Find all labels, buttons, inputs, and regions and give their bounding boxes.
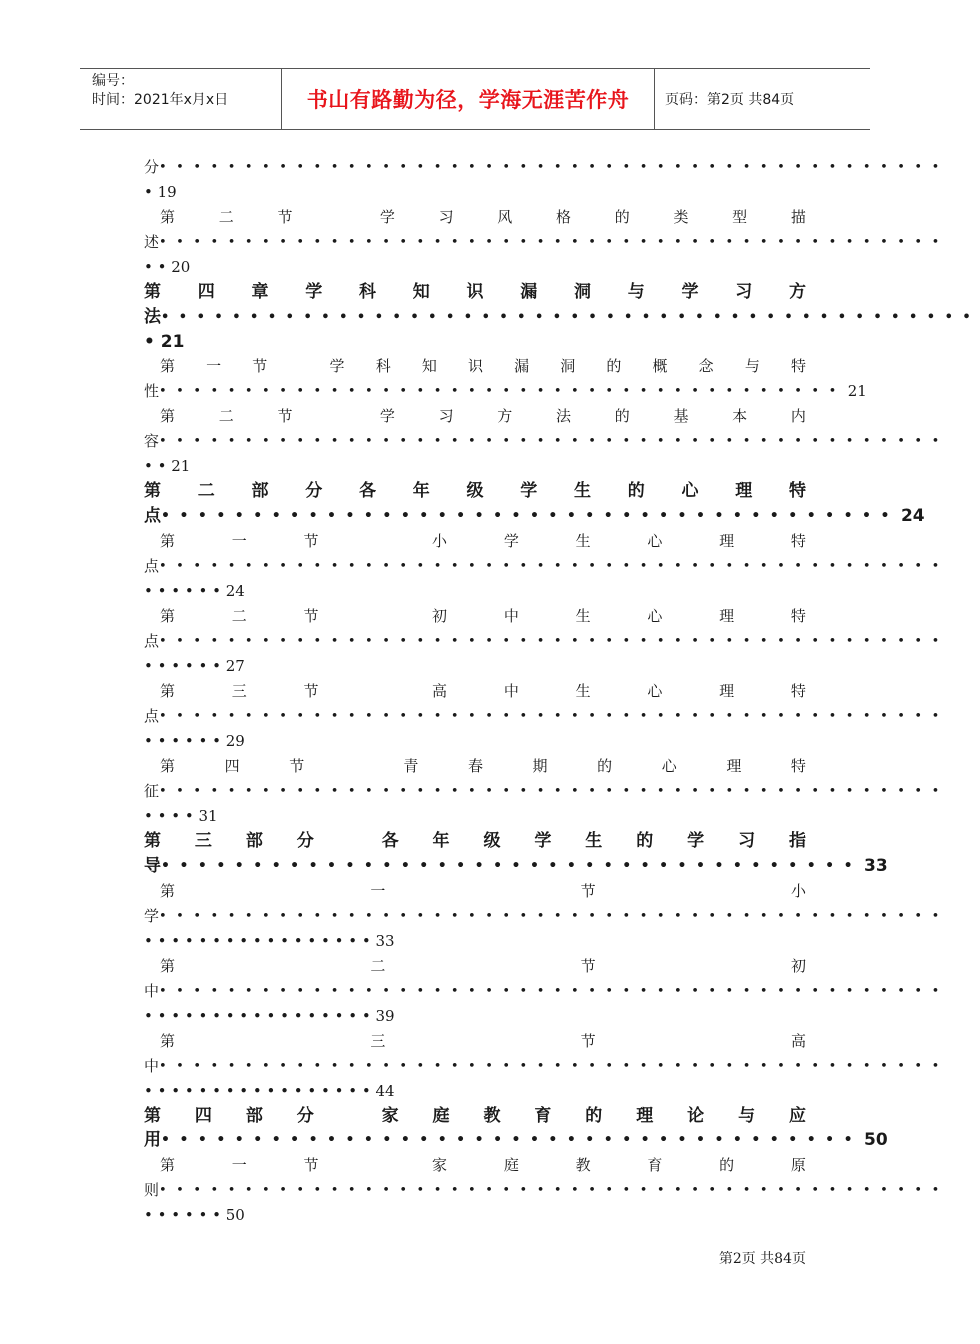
toc-entry[interactable] (144, 529, 949, 604)
dot-leader: •••••••••••••••••••••••••••••••••••••••••••••• (159, 1183, 949, 1199)
toc-title-char: 原 (790, 1156, 806, 1175)
serial-label: 编号： (92, 73, 134, 89)
toc-title-char: 各 (359, 481, 376, 502)
toc-title-char: 心 (661, 756, 677, 775)
toc-title-char: 指 (788, 830, 806, 851)
dot-leader: •••••••••••••••••••••••••••••••••••••••••••••• (159, 558, 949, 574)
toc-title-char: 一 (231, 531, 247, 550)
table-of-contents (144, 155, 980, 1228)
toc-title-char: 三 (370, 1031, 386, 1050)
toc-title-char: 特 (789, 481, 806, 502)
toc-tail: 中 (144, 981, 160, 1000)
toc-title-char: 洞 (560, 357, 576, 376)
toc-tail: 点 (144, 506, 161, 527)
toc-title (144, 754, 806, 779)
toc-title-char: 心 (681, 481, 699, 502)
toc-title-char: 年 (432, 830, 450, 851)
toc-part[interactable] (144, 479, 925, 529)
toc-title-char: 节 (303, 681, 319, 700)
toc-title-char: 的 (597, 756, 613, 775)
toc-title-char: 第 (160, 208, 176, 226)
toc-entry[interactable] (144, 354, 867, 404)
toc-title-char: 与 (627, 282, 645, 302)
toc-page: • • 20 (144, 258, 191, 276)
toc-title-char: 育 (534, 1105, 552, 1126)
dot-leader: •••••••••••••••••••••••••••••••••••••••••••••• (159, 783, 949, 799)
toc-title-char: 中 (503, 606, 519, 625)
toc-title-char: 生 (575, 531, 591, 550)
toc-title-char: 的 (614, 208, 630, 226)
toc-page: • 21 (144, 331, 185, 352)
toc-title-char: 知 (421, 357, 437, 376)
toc-title-char: 第 (144, 1105, 161, 1126)
toc-title (144, 829, 806, 854)
toc-title-char: 理 (735, 481, 753, 502)
header-motto: 书山有路勤为径，学海无涯苦作舟 (282, 69, 655, 129)
toc-title-char: 的 (585, 1105, 603, 1126)
toc-title-char: 庭 (503, 1156, 519, 1175)
toc-title-char: 家 (381, 1105, 399, 1126)
toc-title-char: 部 (251, 481, 269, 502)
dot-leader: •••••••••••••••••••••••••••••••••••••••••••••• (161, 309, 980, 325)
toc-title-char: 小 (790, 881, 806, 900)
toc-title-char: 第 (144, 830, 161, 851)
toc-title-char: 理 (636, 1105, 654, 1126)
toc-entry[interactable] (144, 954, 949, 1029)
toc-title-char: 学 (681, 282, 699, 302)
toc-tail: 则 (144, 1181, 160, 1200)
toc-title-char: 教 (575, 1156, 591, 1175)
toc-tail: 学 (144, 906, 160, 925)
toc-title-char: 心 (647, 531, 663, 550)
toc-tail: 述 (144, 233, 160, 251)
dot-leader: •••••••••••••••••••••••••••••••••••••••••••••• (159, 633, 949, 649)
toc-title-char: 生 (585, 830, 603, 851)
toc-entry[interactable] (144, 205, 949, 280)
toc-title-char: 型 (732, 208, 748, 226)
toc-title-char: 论 (687, 1105, 705, 1126)
toc-title-char: 基 (673, 407, 689, 426)
toc-title-char: 的 (636, 830, 654, 851)
toc-title-char: 节 (580, 881, 596, 900)
toc-title-char: 第 (160, 606, 176, 625)
toc-tail: 性 (144, 382, 160, 401)
toc-title-char: 洞 (574, 282, 591, 302)
toc-title-char: 特 (790, 756, 806, 775)
toc-title-char: 二 (197, 481, 215, 502)
toc-title-char: 四 (197, 282, 215, 302)
toc-title-char: 内 (790, 407, 806, 426)
header-meta (80, 69, 282, 129)
toc-title-char: 分 (296, 830, 314, 851)
toc-title-char: 理 (719, 606, 735, 625)
toc-title-char: 节 (580, 1031, 596, 1050)
toc-title-char: 生 (574, 481, 591, 502)
toc-part[interactable] (144, 1104, 888, 1154)
toc-tail: 点 (144, 631, 160, 650)
dot-leader: •••••••••••••••••••••••••••••••••••••••••••••• (159, 1058, 949, 1074)
toc-title-char: 高 (432, 681, 448, 700)
toc-title-char: 第 (160, 1031, 176, 1050)
toc-title (144, 1104, 806, 1129)
toc-title-char: 部 (245, 1105, 263, 1126)
toc-title-char: 部 (245, 830, 263, 851)
toc-title-char: 四 (224, 756, 240, 775)
toc-entry[interactable] (144, 404, 949, 479)
toc-page: • • 21 (144, 457, 191, 476)
toc-entry[interactable] (144, 1029, 949, 1104)
toc-title-char: 格 (556, 208, 572, 226)
toc-title-char: 本 (732, 407, 748, 426)
toc-title-char: 学 (503, 531, 519, 550)
toc-title (144, 529, 806, 554)
toc-title-char: 科 (375, 357, 391, 376)
toc-title-char: 一 (206, 357, 222, 376)
toc-title-char: 节 (303, 606, 319, 625)
toc-title-char: 初 (432, 606, 448, 625)
toc-title-char: 与 (738, 1105, 756, 1126)
toc-tail: 导 (144, 855, 161, 876)
toc-tail: 中 (144, 1056, 160, 1075)
toc-title-char: 节 (252, 357, 268, 376)
toc-page: • • • • • • 24 (144, 581, 245, 600)
toc-title-char: 二 (218, 208, 234, 226)
toc-page: 33 (864, 855, 888, 876)
toc-entry[interactable] (144, 1153, 949, 1228)
toc-title-char: 习 (438, 407, 454, 426)
toc-title-char: 理 (726, 756, 742, 775)
toc-title-char: 习 (438, 208, 454, 226)
toc-title-char: 方 (497, 407, 513, 426)
page-footer: 第2页 共84页 (718, 1251, 806, 1267)
toc-title (144, 679, 806, 704)
toc-title-char: 家 (432, 1156, 448, 1175)
toc-title-char: 分 (296, 1105, 314, 1126)
toc-page: • • • • 31 (144, 806, 218, 825)
toc-title (144, 404, 806, 429)
toc-title-char: 节 (289, 756, 305, 775)
toc-page: • 19 (144, 183, 177, 201)
toc-title-char: 第 (160, 1156, 176, 1175)
toc-title (144, 479, 806, 504)
toc-title (144, 280, 806, 305)
toc-title-char: 科 (359, 282, 376, 302)
toc-tail: 点 (144, 706, 160, 725)
toc-title-char: 习 (735, 282, 753, 302)
toc-title (144, 205, 806, 230)
toc-part[interactable] (144, 829, 888, 879)
toc-title-char: 学 (520, 481, 538, 502)
toc-title (144, 954, 806, 979)
toc-title-char: 第 (160, 956, 176, 975)
toc-title-char: 的 (627, 481, 645, 502)
toc-title-char: 高 (790, 1031, 806, 1050)
toc-title-char: 中 (503, 681, 519, 700)
toc-title-char: 第 (160, 681, 176, 700)
toc-tail: 用 (144, 1130, 161, 1151)
toc-title-char: 年 (412, 481, 430, 502)
toc-title-char: 小 (432, 531, 448, 550)
toc-title-char: 第 (160, 357, 176, 376)
toc-entry (144, 155, 949, 205)
toc-title (144, 1153, 806, 1178)
toc-title-char: 第 (160, 881, 176, 900)
toc-title-char: 级 (466, 481, 484, 502)
toc-title-char: 的 (719, 1156, 735, 1175)
dot-leader: •••••••••••••••••••••••••••••••••••••••••••••• (159, 983, 949, 999)
toc-title-char: 生 (575, 606, 591, 625)
toc-title-char: 特 (790, 531, 806, 550)
toc-title-char: 心 (647, 681, 663, 700)
toc-title-char: 漏 (514, 357, 530, 376)
toc-entry[interactable] (144, 679, 949, 754)
toc-title-char: 第 (160, 531, 176, 550)
toc-title-char: 的 (614, 407, 630, 426)
toc-title-char: 一 (231, 1156, 247, 1175)
toc-title-char: 二 (370, 956, 386, 975)
toc-title-char: 学 (687, 830, 705, 851)
toc-title-char: 一 (370, 881, 386, 900)
toc-title-char: 节 (580, 956, 596, 975)
dot-leader: •••••••••••••••••••••••••••••••••••••••••••••• (159, 235, 949, 250)
toc-page: • • • • • • • • • • • • • • • • • 44 (144, 1081, 395, 1100)
toc-title-char: 节 (303, 531, 319, 550)
toc-entry[interactable] (144, 604, 949, 679)
toc-title-char: 特 (790, 357, 806, 376)
toc-title-char: 青 (403, 756, 419, 775)
toc-page: • • • • • • 27 (144, 656, 245, 675)
toc-tail: 法 (144, 306, 161, 327)
page-header (80, 68, 870, 130)
toc-title-char: 节 (277, 208, 293, 226)
toc-entry[interactable] (144, 754, 949, 829)
toc-title-char: 学 (379, 407, 395, 426)
toc-page: • • • • • • • • • • • • • • • • • 39 (144, 1006, 395, 1025)
toc-title-char: 理 (719, 681, 735, 700)
toc-title-char: 各 (381, 830, 399, 851)
toc-title-char: 漏 (520, 282, 538, 302)
toc-tail: 分 (144, 158, 160, 176)
toc-chapter[interactable] (144, 280, 980, 354)
toc-title-char: 应 (788, 1105, 806, 1126)
toc-title-char: 识 (466, 282, 484, 302)
toc-title-char: 描 (790, 208, 806, 226)
dot-leader: •••••••••••••••••••••••••••••••••••••••• (161, 508, 899, 525)
toc-title-char: 三 (194, 830, 212, 851)
toc-title-char: 法 (556, 407, 572, 426)
toc-title-char: 概 (652, 357, 668, 376)
toc-title-char: 章 (251, 282, 269, 302)
toc-page: 24 (900, 506, 925, 527)
dot-leader: •••••••••••••••••••••••••••••••••••••••••••••• (159, 908, 949, 924)
toc-title-char: 生 (575, 681, 591, 700)
toc-title-char: 教 (483, 1105, 501, 1126)
toc-title-char: 二 (218, 407, 234, 426)
toc-title-char: 节 (277, 407, 293, 426)
dot-leader: •••••••••••••••••••••••••••••••••••••••••••••• (159, 434, 949, 450)
toc-title-char: 特 (790, 681, 806, 700)
toc-title-char: 第 (144, 481, 161, 502)
toc-title-char: 的 (606, 357, 622, 376)
dot-leader: •••••••••••••••••••••••••••••••••••••• (161, 1132, 863, 1149)
toc-tail: 征 (144, 781, 160, 800)
toc-title-char: 第 (144, 282, 161, 302)
toc-title-char: 初 (790, 956, 806, 975)
toc-page: 21 (847, 382, 867, 401)
toc-title-char: 第 (160, 407, 176, 426)
toc-title-char: 二 (231, 606, 247, 625)
toc-title-char: 理 (719, 531, 735, 550)
toc-title-char: 第 (160, 756, 176, 775)
toc-title (144, 604, 806, 629)
dot-leader: •••••••••••••••••••••••••••••••••••••••••••••• (159, 160, 949, 175)
toc-title-char: 与 (744, 357, 760, 376)
toc-title-char: 庭 (432, 1105, 450, 1126)
toc-title (144, 879, 806, 904)
dot-leader: •••••••••••••••••••••••••••••••••••••••• (159, 384, 846, 400)
toc-title-char: 类 (673, 208, 689, 226)
toc-title-char: 念 (698, 357, 714, 376)
toc-title-char: 习 (738, 830, 756, 851)
toc-tail: 点 (144, 556, 160, 575)
toc-page: • • • • • • 50 (144, 1206, 245, 1225)
toc-title-char: 知 (412, 282, 430, 302)
toc-page: • • • • • • • • • • • • • • • • • 33 (144, 931, 395, 950)
toc-title-char: 心 (647, 606, 663, 625)
toc-title-char: 方 (789, 282, 806, 302)
toc-title-char: 节 (303, 1156, 319, 1175)
toc-entry[interactable] (144, 879, 949, 954)
toc-title-char: 学 (305, 282, 323, 302)
toc-title-char: 分 (305, 481, 323, 502)
toc-title-char: 三 (231, 681, 247, 700)
toc-title-char: 风 (497, 208, 513, 226)
toc-title (144, 1029, 806, 1054)
toc-page: • • • • • • 29 (144, 731, 245, 750)
toc-title-char: 期 (532, 756, 548, 775)
time-label: 时间：2021年x月x日 (92, 92, 229, 108)
toc-title (144, 354, 806, 379)
toc-title-char: 特 (790, 606, 806, 625)
toc-title-char: 春 (467, 756, 483, 775)
toc-title-char: 育 (647, 1156, 663, 1175)
header-page-info: 页码：第2页 共84页 (665, 92, 795, 108)
toc-title-char: 学 (329, 357, 345, 376)
toc-title-char: 学 (534, 830, 552, 851)
toc-tail: 容 (144, 432, 160, 451)
toc-title-char: 四 (194, 1105, 212, 1126)
toc-page: 50 (864, 1130, 888, 1151)
dot-leader: •••••••••••••••••••••••••••••••••••••••••••••• (159, 708, 949, 724)
toc-title-char: 识 (467, 357, 483, 376)
toc-title-char: 级 (483, 830, 501, 851)
toc-title-char: 学 (379, 208, 395, 226)
dot-leader: •••••••••••••••••••••••••••••••••••••• (161, 857, 863, 874)
